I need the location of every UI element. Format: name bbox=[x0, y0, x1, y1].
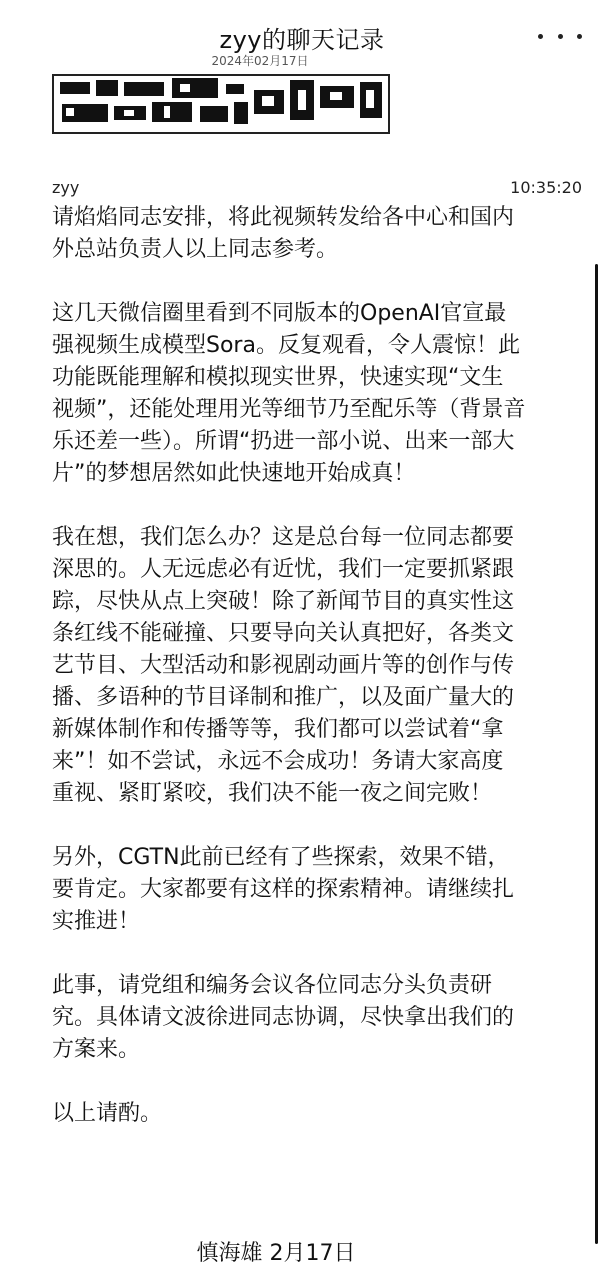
message-paragraph: 以上请酌。 bbox=[52, 1101, 163, 1126]
message-paragraph: 此事，请党组和编务会议各位同志分头负责研 究。具体请文波徐进同志协调，尽快拿出我们的 方案来。 bbox=[52, 973, 515, 1062]
ellipsis-icon[interactable] bbox=[538, 24, 582, 48]
page-title: zyy的聊天记录 bbox=[219, 26, 385, 54]
signature: 慎海雄 2月17日 bbox=[196, 1241, 356, 1266]
dot bbox=[577, 34, 582, 39]
dot bbox=[558, 34, 563, 39]
header-date: 2024年02月17日 bbox=[211, 54, 309, 68]
scrollbar[interactable] bbox=[595, 264, 598, 1244]
message-meta bbox=[52, 178, 582, 198]
dot bbox=[538, 34, 543, 39]
message-paragraph: 请焰焰同志安排，将此视频转发给各中心和国内 外总站负责人以上同志参考。 bbox=[52, 205, 515, 262]
message-body[interactable] bbox=[52, 202, 592, 1162]
message-paragraph: 另外，CGTN此前已经有了些探索，效果不错， 要肯定。大家都要有这样的探索精神。请继续扎 实推进！ bbox=[52, 845, 515, 934]
nav-bar bbox=[0, 0, 604, 70]
sender-name: zyy bbox=[52, 178, 80, 197]
forwarded-video-thumbnail[interactable] bbox=[52, 74, 390, 134]
message-paragraph: 我在想，我们怎么办？这是总台每一位同志都要 深思的。人无远虑必有近忧，我们一定要抓紧跟 踪，尽快从点上突破！除了新闻节目的真实性这 条红线不能碰撞、只要导向关认真把好，各类文 艺节目、大型活动和影视剧动画片等的创作与传 播、多语种的节目译制和推广，以及面广量大的 新媒体制作和传播等等，我们都可以尝试着“拿 来”！如不尝试，永远不会成功！务请大家高度 重视、紧盯紧咬，我们决不能一夜之间完败！ bbox=[52, 525, 515, 806]
message-paragraph: 这几天微信圈里看到不同版本的OpenAI官宣最 强视频生成模型Sora。反复观看，令人震惊！此 功能既能理解和模拟现实世界，快速实现“文生 视频”，还能处理用光等细节乃至配乐等（背景音 乐还差一些）。所谓“扔进一部小说、出来一部大 片”的梦想居然如此快速地开始成真！ bbox=[52, 301, 526, 486]
message-time: 10:35:20 bbox=[510, 178, 582, 197]
